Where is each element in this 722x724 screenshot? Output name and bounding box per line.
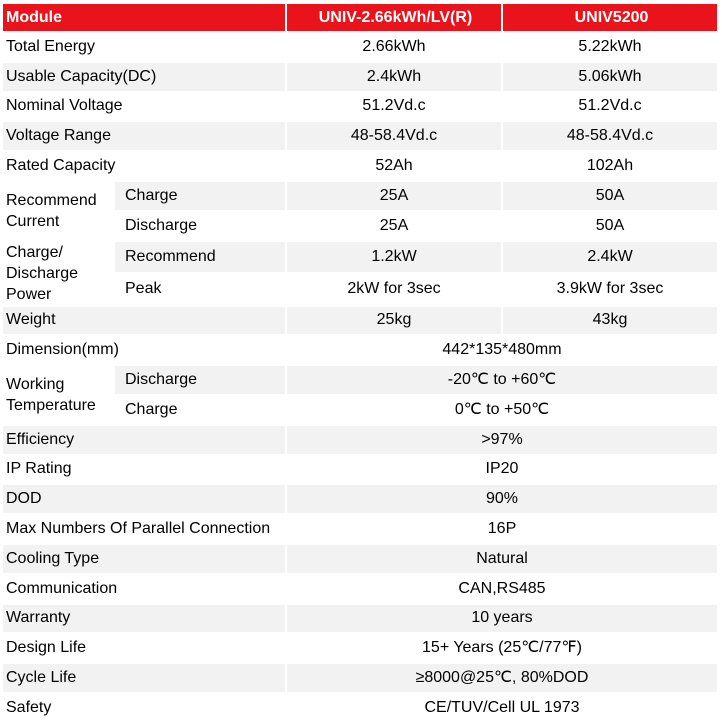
value-a: 2.4kWh [287,63,503,93]
row-label: Warranty [3,605,287,635]
row-label: Voltage Range [3,122,287,152]
row-label: DOD [3,485,287,515]
value-b: 50A [503,182,719,212]
sub-label-discharge: Discharge [115,366,287,396]
value-merged: >97% [287,426,719,456]
row-label: Efficiency [3,426,287,456]
row-label: Cycle Life [3,664,287,694]
spec-table [3,4,719,724]
row-warranty [3,605,719,635]
group-label-power: Charge/ Discharge Power [3,242,115,307]
value-merged: 15+ Years (25℃/77℉) [287,634,719,664]
value-b: 51.2Vd.c [503,93,719,123]
value-merged: -20℃ to +60℃ [287,366,719,396]
value-merged: CE/TUV/Cell UL 1973 [287,694,719,724]
value-a: 25kg [287,307,503,337]
value-b: 5.22kWh [503,33,719,63]
value-a: 2kW for 3sec [287,274,503,307]
row-safety [3,694,719,724]
row-voltage-range [3,122,719,152]
row-total-energy [3,33,719,63]
group-label-working-temperature: Working Temperature [3,366,115,426]
value-merged: 90% [287,485,719,515]
row-label: Weight [3,307,287,337]
value-a: 52Ah [287,152,503,182]
row-label: Nominal Voltage [3,93,287,123]
sub-label-charge: Charge [115,396,287,426]
row-cooling [3,545,719,575]
row-label: Dimension(mm) [3,336,287,366]
row-label: Rated Capacity [3,152,287,182]
header-model-b: UNIV5200 [503,4,719,33]
row-usable-capacity [3,63,719,93]
header-model-a: UNIV-2.66kWh/LV(R) [287,4,503,33]
row-label: Usable Capacity(DC) [3,63,287,93]
value-a: 48-58.4Vd.c [287,122,503,152]
value-merged: Natural [287,545,719,575]
row-dimension [3,336,719,366]
row-efficiency [3,426,719,456]
row-ip-rating [3,456,719,486]
value-b: 102Ah [503,152,719,182]
value-merged: 0℃ to +50℃ [287,396,719,426]
header-module: Module [3,4,287,33]
row-design-life [3,634,719,664]
row-cycle-life [3,664,719,694]
row-weight [3,307,719,337]
row-dod [3,485,719,515]
value-merged: IP20 [287,456,719,486]
sub-label-peak: Peak [115,274,287,307]
row-parallel [3,515,719,545]
row-nominal-voltage [3,93,719,123]
row-label: Max Numbers Of Parallel Connection [3,515,287,545]
value-merged: ≥8000@25℃, 80%DOD [287,664,719,694]
row-power-recommend [3,242,719,275]
value-b: 43kg [503,307,719,337]
value-a: 25A [287,212,503,242]
value-b: 5.06kWh [503,63,719,93]
row-communication [3,575,719,605]
sub-label-recommend: Recommend [115,242,287,275]
value-merged: CAN,RS485 [287,575,719,605]
header-row [3,4,719,33]
sub-label-charge: Charge [115,182,287,212]
row-recommend-current-charge [3,182,719,212]
value-b: 48-58.4Vd.c [503,122,719,152]
row-label: Total Energy [3,33,287,63]
value-b: 3.9kW for 3sec [503,274,719,307]
row-label: Design Life [3,634,287,664]
value-merged: 10 years [287,605,719,635]
group-label-recommend-current: Recommend Current [3,182,115,242]
row-working-temp-discharge [3,366,719,396]
value-a: 25A [287,182,503,212]
value-a: 1.2kW [287,242,503,275]
sub-label-discharge: Discharge [115,212,287,242]
value-a: 51.2Vd.c [287,93,503,123]
row-label: IP Rating [3,456,287,486]
value-merged: 442*135*480mm [287,336,719,366]
value-b: 2.4kW [503,242,719,275]
row-label: Communication [3,575,287,605]
value-a: 2.66kWh [287,33,503,63]
value-merged: 16P [287,515,719,545]
value-b: 50A [503,212,719,242]
row-label: Cooling Type [3,545,287,575]
row-rated-capacity [3,152,719,182]
row-label: Safety [3,694,287,724]
